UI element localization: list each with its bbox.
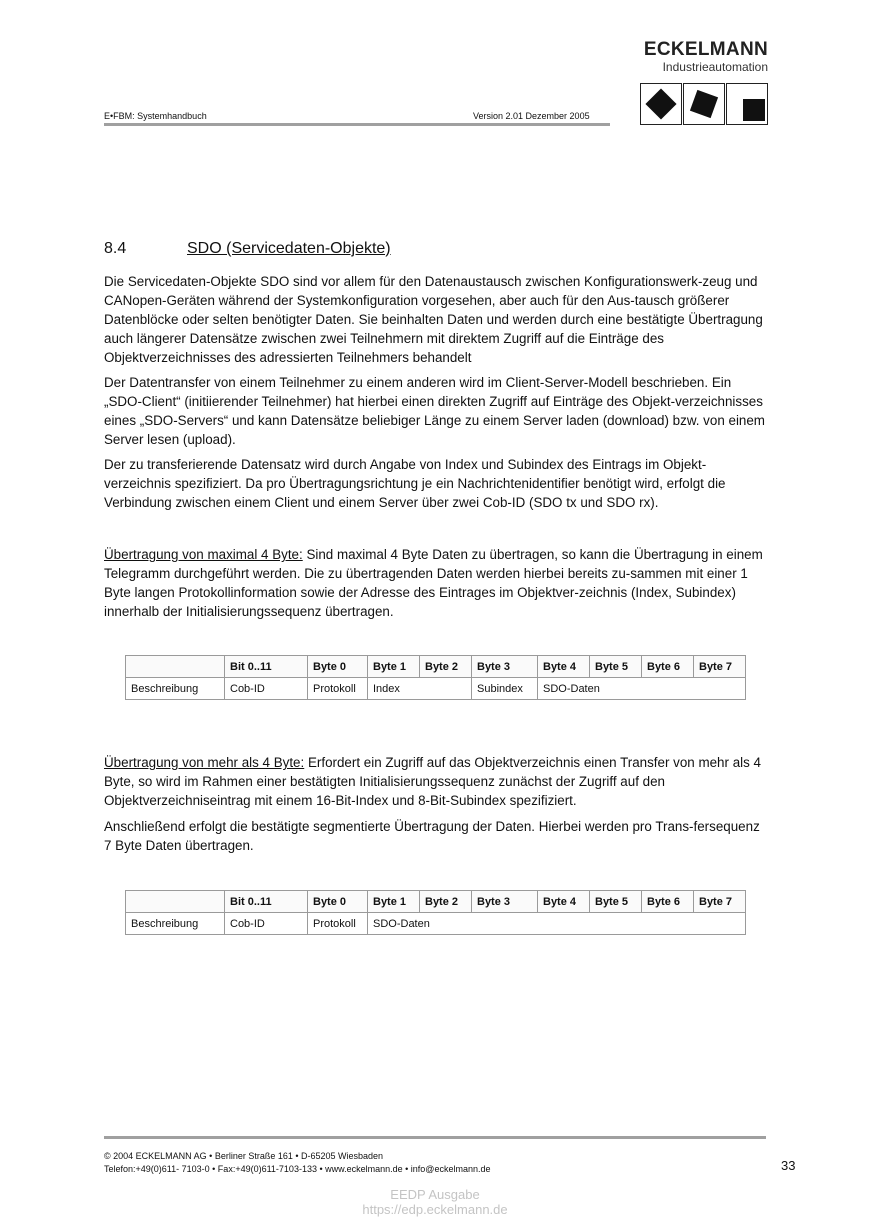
- paragraph-body: Sind maximal 4 Byte Daten zu übertragen, so kann die Übertragung in einem Telegramm durchgeführt werden. Die zu übertragenden Daten werden hierbei bereits zu-sammen mit einer 1 Byte langen Protokollinformation sowie der Adresse des Eintrages im Objektver-zeichnis (Index, Subindex) innerhalb der Initialisierungssequenz übertragen.: [104, 547, 763, 619]
- cell-sdo-daten: SDO-Daten: [368, 913, 746, 935]
- footer-divider: [104, 1136, 766, 1139]
- header-cell: Byte 5: [590, 891, 642, 913]
- company-logo-text: [614, 40, 768, 74]
- header-cell: Byte 4: [538, 656, 590, 678]
- brand-name: ECKELMANN: [643, 39, 768, 60]
- document-title: E•FBM: Systemhandbuch: [104, 111, 207, 121]
- logo-squares-icon: [640, 83, 768, 125]
- header-cell: [126, 891, 225, 913]
- header-cell: Byte 7: [694, 891, 746, 913]
- header-cell: Byte 3: [472, 656, 538, 678]
- paragraph-lead: Übertragung von mehr als 4 Byte:: [104, 755, 305, 770]
- document-version: Version 2.01 Dezember 2005: [473, 111, 590, 121]
- page-number: 33: [781, 1158, 796, 1173]
- cell-index: Index: [368, 678, 472, 700]
- table-header-row: [126, 656, 746, 678]
- header-cell: Bit 0..11: [225, 891, 308, 913]
- cell-cob-id: Cob-ID: [225, 913, 308, 935]
- paragraph-more-4-byte: [104, 753, 768, 810]
- cell-subindex: Subindex: [472, 678, 538, 700]
- paragraph-segmented: Anschließend erfolgt die bestätigte segmentierte Übertragung der Daten. Hierbei werden pro Trans-fersequenz 7 Byte Daten übertragen.: [104, 819, 760, 853]
- watermark-title: EEDP Ausgabe: [390, 1187, 480, 1202]
- watermark-url: https://edp.eckelmann.de: [362, 1202, 508, 1217]
- header-cell: Byte 0: [308, 656, 368, 678]
- row-label: Beschreibung: [126, 913, 225, 935]
- header-cell: Byte 1: [368, 656, 420, 678]
- paragraph-lead: Übertragung von maximal 4 Byte:: [104, 547, 303, 562]
- header-cell: Byte 5: [590, 656, 642, 678]
- header-cell: Byte 4: [538, 891, 590, 913]
- sdo-table-expedited: [125, 655, 746, 700]
- header-cell: Byte 2: [420, 656, 472, 678]
- table-row: [126, 678, 746, 700]
- cell-protokoll: Protokoll: [308, 913, 368, 935]
- section-number: 8.4: [104, 240, 127, 257]
- section-title: SDO (Servicedaten-Objekte): [187, 240, 391, 257]
- header-cell: Byte 6: [642, 891, 694, 913]
- header-cell: Byte 0: [308, 891, 368, 913]
- table-header-row: [126, 891, 746, 913]
- cell-sdo-daten: SDO-Daten: [538, 678, 746, 700]
- header-cell: Byte 3: [472, 891, 538, 913]
- footer-contact: Telefon:+49(0)611- 7103-0 • Fax:+49(0)611-7103-133 • www.eckelmann.de • info@eckelmann.de: [104, 1164, 491, 1174]
- footer-address: © 2004 ECKELMANN AG • Berliner Straße 161 • D-65205 Wiesbaden: [104, 1151, 384, 1161]
- header-cell: Byte 7: [694, 656, 746, 678]
- header-cell: Byte 6: [642, 656, 694, 678]
- cell-protokoll: Protokoll: [308, 678, 368, 700]
- row-label: Beschreibung: [126, 678, 225, 700]
- paragraph-max-4-byte: [104, 545, 768, 621]
- paragraph-intro: Die Servicedaten-Objekte SDO sind vor allem für den Datenaustausch zwischen Konfigurationswerk-zeug und CANopen-Geräten während der Systemkonfiguration vorgesehen, aber auch für den Aus-tausch größerer Datenblöcke oder selten benötigter Daten. Sie beinhalten Daten und werden durch eine bestätigte Übertragung auch längerer Datensätze zwischen zwei Teilnehmern mit direktem Zugriff auf die Einträge des Objektverzeichnisses des adressierten Teilnehmers behandelt: [104, 274, 763, 365]
- paragraph-index-subindex: Der zu transferierende Datensatz wird durch Angabe von Index und Subindex des Eintrags im Objekt-verzeichnis spezifiziert. Da pro Übertragungsrichtung je ein Nachrichtenidentifier benötigt wird, erfolgt die Verbindung zwischen einem Client und einem Server über zwei Cob-ID (SDO tx und SDO rx).: [104, 457, 726, 510]
- brand-subtitle: Industrieautomation: [662, 60, 768, 74]
- header-cell: Byte 1: [368, 891, 420, 913]
- paragraph-client-server: Der Datentransfer von einem Teilnehmer zu einem anderen wird im Client-Server-Modell beschrieben. Ein „SDO-Client“ (initiierender Teilnehmer) hat hierbei einen direkten Zugriff auf Einträge des Objekt-verzeichnisses eines „SDO-Servers“ und kann Datensätze beliebiger Länge zu einem Server laden (download) bzw. von einem Server lesen (upload).: [104, 375, 765, 447]
- paragraph-body: Erfordert ein Zugriff auf das Objektverzeichnis einen Transfer von mehr als 4 Byte, so wird im Rahmen einer bestätigten Initialisierungssequenz zunächst der Zugriff auf den Objektverzeichniseintrag mit einem 16-Bit-Index und 8-Bit-Subindex spezifiziert.: [104, 755, 761, 808]
- header-cell: Byte 2: [420, 891, 472, 913]
- header-cell: Bit 0..11: [225, 656, 308, 678]
- header-cell: [126, 656, 225, 678]
- table-row: [126, 913, 746, 935]
- sdo-table-segmented: [125, 890, 746, 935]
- header-divider: [104, 123, 610, 126]
- cell-cob-id: Cob-ID: [225, 678, 308, 700]
